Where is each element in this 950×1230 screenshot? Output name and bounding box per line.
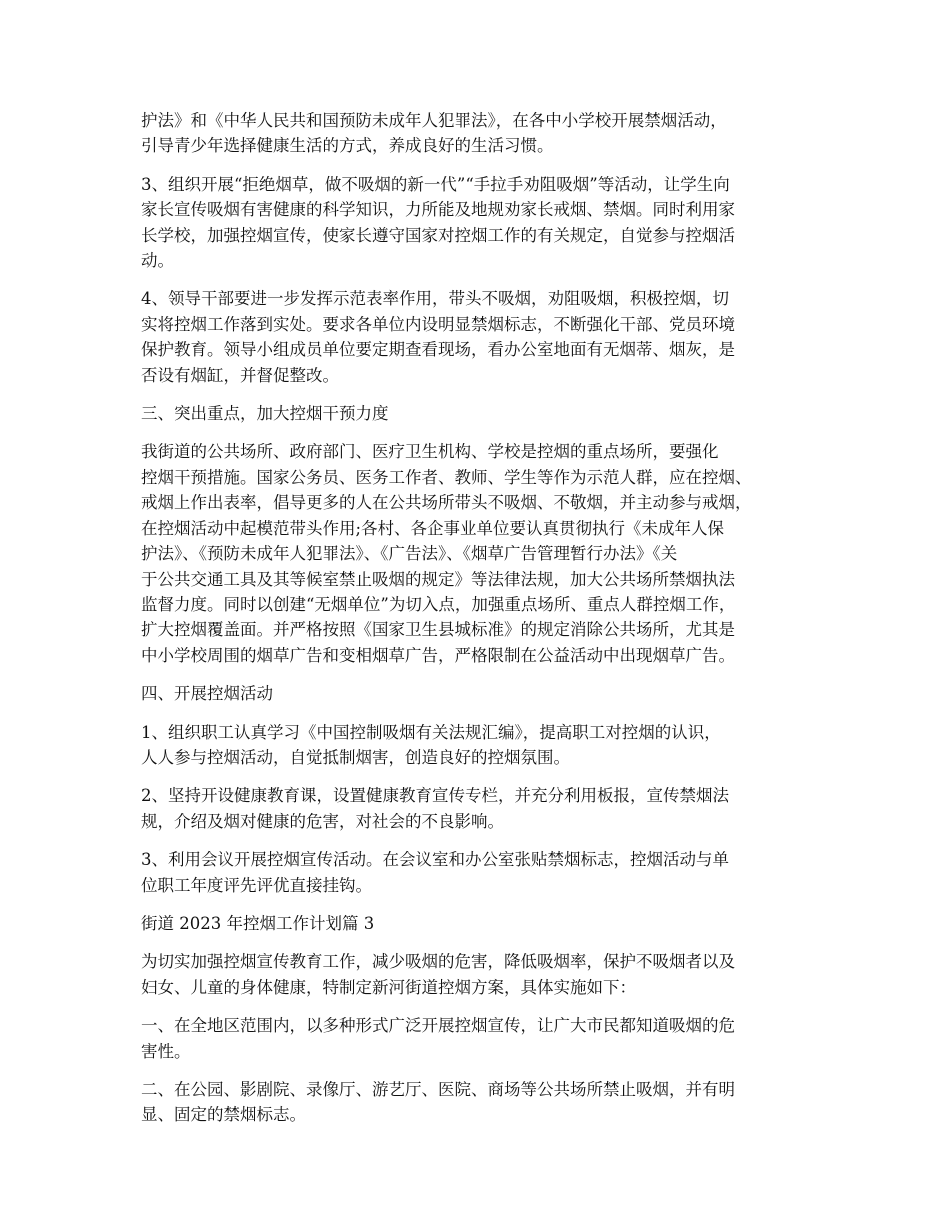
paragraph bbox=[141, 286, 841, 388]
paragraph-line: 1、组织职工认真学习《中国控制吸烟有关法规汇编》，提高职工对控烟的认识， bbox=[141, 722, 721, 742]
paragraph bbox=[141, 720, 841, 771]
paragraph bbox=[141, 108, 841, 159]
paragraph-line: 害性。 bbox=[141, 1041, 191, 1061]
paragraph-line: 保护教育。领导小组成员单位要定期查看现场，看办公室地面有无烟蒂、烟灰，是 bbox=[141, 340, 735, 360]
paragraph-line: 监督力度。同时以创建“无烟单位”为切入点，加强重点场所、重点人群控烟工作， bbox=[141, 594, 736, 614]
paragraph-line: 4、领导干部要进一步发挥示范表率作用，带头不吸烟，劝阻吸烟，积极控烟，切 bbox=[141, 289, 729, 309]
paragraph-line: 街道 2023 年控烟工作计划篇 3 bbox=[141, 913, 375, 933]
paragraph-line: 长学校，加强控烟宣传，使家长遵守国家对控烟工作的有关规定，自觉参与控烟活 bbox=[141, 225, 735, 245]
paragraph-line: 一、在全地区范围内，以多种形式广泛开展控烟宣传，让广大市民都知道吸烟的危 bbox=[141, 1016, 735, 1036]
paragraph-line: 四、开展控烟活动 bbox=[141, 684, 273, 704]
paragraph-line: 护法》和《中华人民共和国预防未成年人犯罪法》，在各中小学校开展禁烟活动， bbox=[141, 111, 727, 130]
paragraph-line: 二、在公园、影剧院、录像厅、游艺厅、医院、商场等公共场所禁止吸烟，并有明 bbox=[141, 1080, 735, 1099]
paragraph-line: 规，介绍及烟对健康的危害，对社会的不良影响。 bbox=[141, 811, 504, 831]
paragraph bbox=[141, 1013, 841, 1064]
paragraph-line: 于公共交通工具及其等候室禁止吸烟的规定》等法律法规，加大公共场所禁烟执法 bbox=[141, 569, 735, 589]
paragraph-line: 引导青少年选择健康生活的方式，养成良好的生活习惯。 bbox=[141, 136, 554, 156]
paragraph bbox=[141, 172, 841, 274]
paragraph-line: 3、组织开展“拒绝烟草，做不吸烟的新一代”“手拉手劝阻吸烟”等活动，让学生向 bbox=[141, 174, 730, 194]
paragraph bbox=[141, 949, 841, 1000]
paragraph-line: 在控烟活动中起模范带头作用;各村、各企事业单位要认真贯彻执行《未成年人保 bbox=[141, 518, 725, 538]
paragraph-line: 中小学校周围的烟草广告和变相烟草广告，严格限制在公益活动中出现烟草广告。 bbox=[141, 645, 735, 665]
paragraph-line: 我街道的公共场所、政府部门、医疗卫生机构、学校是控烟的重点场所，要强化 bbox=[141, 442, 719, 462]
paragraph-line: 戒烟上作出表率，倡导更多的人在公共场所带头不吸烟、不敬烟，并主动参与戒烟， bbox=[141, 493, 752, 513]
paragraph bbox=[141, 401, 841, 426]
paragraph bbox=[141, 1077, 841, 1128]
paragraph-line: 位职工年度评先评优直接挂钩。 bbox=[141, 875, 372, 895]
paragraph-line: 家长宣传吸烟有害健康的科学知识，力所能及地规劝家长戒烟、禁烟。同时利用家 bbox=[141, 200, 735, 220]
paragraph-line: 实将控烟工作落到实处。要求各单位内设明显禁烟标志，不断强化干部、党员环境 bbox=[141, 314, 735, 334]
paragraph-line: 否设有烟缸，并督促整改。 bbox=[141, 365, 339, 385]
paragraph-line: 2、坚持开设健康教育课，设置健康教育宣传专栏，并充分利用板报，宣传禁烟法 bbox=[141, 786, 729, 806]
paragraph-line: 3、利用会议开展控烟宣传活动。在会议室和办公室张贴禁烟标志，控烟活动与单 bbox=[141, 850, 729, 870]
paragraph-line: 护法》、《预防未成年人犯罪法》、《广告法》、《烟草广告管理暂行办法》《关 bbox=[141, 544, 678, 564]
paragraph-line: 控烟干预措施。国家公务员、医务工作者、教师、学生等作为示范人群，应在控烟、 bbox=[141, 467, 752, 487]
paragraph bbox=[141, 681, 841, 706]
paragraph-line: 动。 bbox=[141, 251, 174, 271]
paragraph-line: 人人参与控烟活动，自觉抵制烟害，创造良好的控烟氛围。 bbox=[141, 747, 570, 767]
paragraph bbox=[141, 439, 841, 668]
paragraph-line: 三、突出重点，加大控烟干预力度 bbox=[141, 404, 389, 424]
document-body bbox=[141, 108, 841, 1141]
paragraph bbox=[141, 783, 841, 834]
paragraph-line: 为切实加强控烟宣传教育工作，减少吸烟的危害，降低吸烟率，保护不吸烟者以及 bbox=[141, 952, 735, 972]
paragraph bbox=[141, 847, 841, 898]
paragraph-line: 妇女、儿童的身体健康，特制定新河街道控烟方案，具体实施如下： bbox=[141, 977, 636, 997]
paragraph bbox=[141, 911, 841, 936]
paragraph-line: 显、固定的禁烟标志。 bbox=[141, 1105, 306, 1125]
paragraph-line: 扩大控烟覆盖面。并严格按照《国家卫生县城标准》的规定消除公共场所，尤其是 bbox=[141, 620, 735, 640]
